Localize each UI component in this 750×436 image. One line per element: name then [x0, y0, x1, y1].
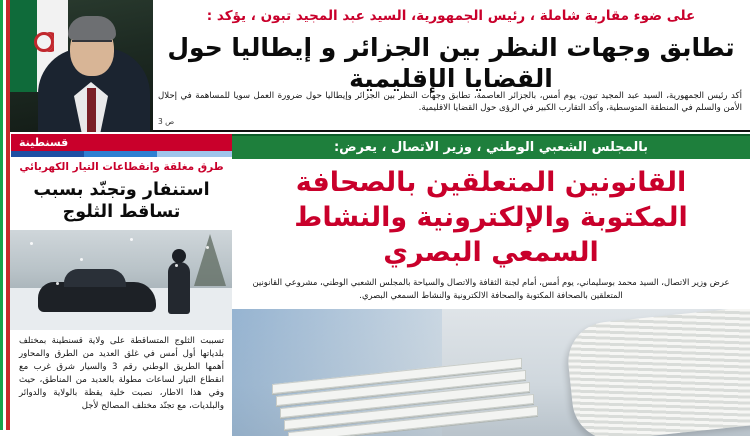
person-shape [168, 262, 190, 314]
page-edge-strip-accent [6, 0, 10, 430]
right-story-lede: عرض وزير الاتصال، السيد محمد بوسليماني، يوم أمس، أمام لجنة الثقافة والاتصال والسياحة بالمجلس الشعبي الوطني، مشروعي القانونين المتعلقين بالصحافة المكتوبة والصحافة الالكترونية والنشاط السمعي البصري. [252, 277, 730, 300]
snow-photo [10, 230, 232, 330]
president-photo [8, 0, 153, 132]
left-story-body: تسببت الثلوج المتساقطة على ولاية قسنطينة بمختلف بلدياتها أول أمس في غلق العديد من الطرق والمحاور أهمها الطريق الوطني رقم 3 والسيار شرق غرب مع انقطاع التيار لساعات مطولة بالعديد من المناطق، حيث وفي هذا الاطار، نصبت خلية يقظة بالولاية والدوائر والبلديات، مع تجنّد مختلف المصالح لأجل [19, 336, 224, 411]
left-story-headline: استنفار وتجنّد بسبب تساقط الثلوج [33, 179, 210, 223]
top-story-signature: ص 3 [158, 116, 175, 126]
photo-tie-shape [87, 88, 96, 132]
top-story-headline: تطابق وجهات النظر بين الجزائر و إيطاليا حول القضايا الإقليمية [167, 33, 735, 94]
newspapers-photo [232, 308, 750, 436]
left-story-city-tag: قسنطينة [11, 134, 232, 151]
right-story-headline-wrap [232, 159, 750, 274]
snowflake-icon [130, 238, 133, 241]
top-story-lede-text: أكد رئيس الجمهورية، السيد عبد المجيد تبون، يوم أمس، بالجزائر العاصمة، تطابق وجهات النظر بين الجزائر وإيطاليا حول ضرورة العمل سويا للمساهمة في إحلال الأمن والسلم في المنطقة المتوسطية، وأكد التقارب الكبير في الرؤى حول القضايا الاقليمية. [158, 91, 742, 114]
top-story-lede [158, 90, 742, 128]
right-story-greenbar: بالمجلس الشعبي الوطني ، وزير الاتصال ، يعرض: [232, 134, 750, 159]
left-story-subhead: طرق مغلقة وانقطاعات التيار الكهربائي [19, 161, 224, 173]
crescent-star-icon [34, 32, 54, 52]
top-story-kicker: على ضوء مقاربة شاملة ، رئيس الجمهورية، السيد عبد المجيد تبون ، يؤكد : [206, 8, 696, 24]
tree-shape [194, 234, 226, 286]
car-shape [38, 282, 156, 312]
glasses-icon [72, 40, 112, 50]
page-edge-strip [0, 0, 10, 430]
top-story-banner [0, 0, 750, 132]
right-story-column [232, 134, 750, 430]
snowflake-icon [80, 258, 83, 261]
top-story-text-block [158, 4, 744, 95]
right-story-headline: القانونين المتعلقين بالصحافة المكتوبة والإلكترونية والنشاط السمعي البصري [294, 167, 688, 269]
rolled-newspapers-shape [564, 308, 750, 436]
snowflake-icon [30, 242, 33, 245]
photo-hair-shape [68, 16, 116, 40]
left-story-column [10, 134, 232, 430]
